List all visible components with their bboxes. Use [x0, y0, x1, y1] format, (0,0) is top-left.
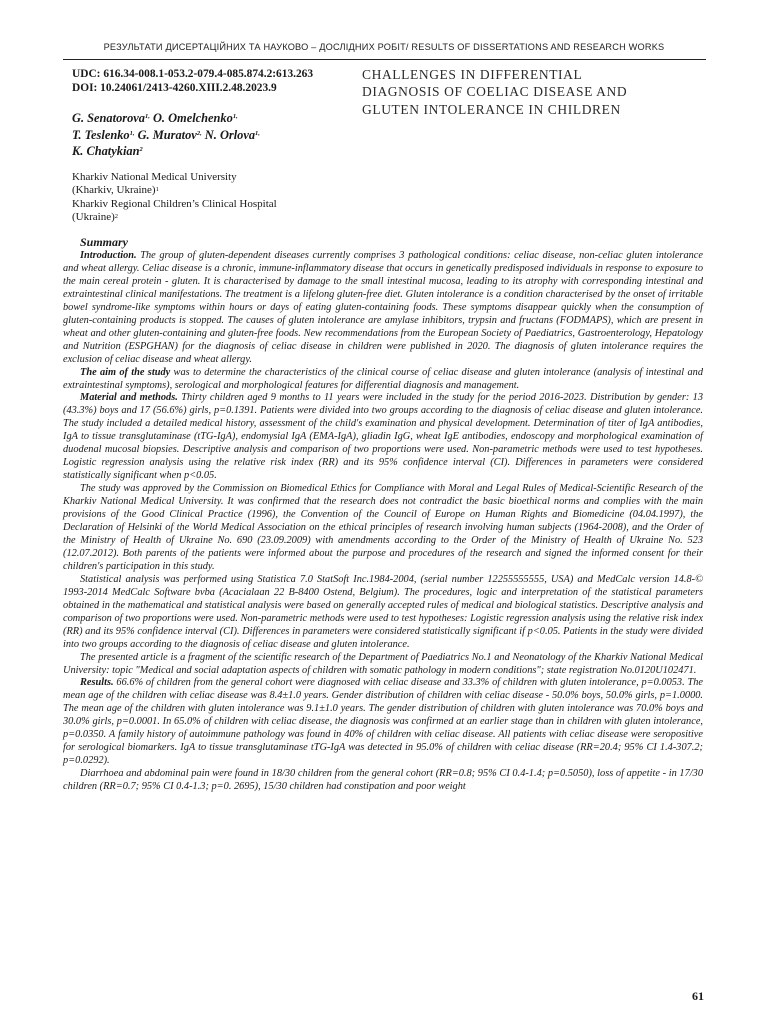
paragraph-text: Thirty children aged 9 months to 11 years were included in the study for the period 2016-2023. Distribution by gender: 13 (43.3%) boys and 17 (56.6%) girls, p=0.1391. Patients were divided into two groups according to the diagnosis of celiac disease and gluten intolerance. The study included a detailed medical history, assessment of the child's examination and physical development. Determination of titer of IgA antibodies, IgA to tissue transglutaminase (tTG-IgA), endomysial IgA (EMA-IgA), gliadin IgG, wheat IgE antibodies, endoscopy and morphological examination of duodenal mucosal biopsies. Descriptive analysis and comparison of two proportions were used. Non-parametric methods were used to test hypotheses. Logistic regression analysis using the relative risk index (RR) and its 95% confidence interval (CI). Differences in parameters were considered statistically significant when p<0.05. [63, 392, 704, 482]
summary-paragraph [63, 677, 703, 768]
doi-code: DOI: 10.24061/2413-4260.XIII.2.48.2023.9 [72, 82, 277, 94]
paragraph-lead: Material and methods. [80, 392, 178, 404]
article-title [362, 66, 702, 118]
affiliation-list [72, 171, 352, 225]
author-name: T. Teslenko [72, 127, 130, 142]
title-line: CHALLENGES IN DIFFERENTIAL [362, 67, 583, 82]
title-line: DIAGNOSIS OF COELIAC DISEASE AND [362, 84, 628, 100]
summary-paragraph [63, 367, 703, 393]
affiliation-location [72, 184, 352, 197]
affiliation-location-text: (Ukraine) [72, 211, 115, 223]
article-meta [72, 67, 352, 224]
article-codes [72, 67, 352, 95]
author-list [72, 110, 352, 160]
udc-code: UDC: 616.34-008.1-053.2-079.4-085.874.2:613.263 [72, 68, 314, 80]
affiliation-mark: 2 [114, 213, 119, 220]
paragraph-text: The group of gluten-dependent diseases currently comprises 3 pathological conditions: celiac disease, non-celiac gluten intolerance and wheat allergy. Celiac disease is a chronic, immune-inflammatory disease that occurs in genetically predisposed individuals in response to exposure to the main cereal protein - gluten. It is characterised by damage to the small intestinal mucosa, leading to its atrophy with corresponding intestinal and extraintestinal clinical manifestations. The treatment is a lifelong gluten-free diet. Gluten intolerance is a condition characterised by the onset of irritable bowel syndrome-like symptoms within hours or days of eating gluten-containing foods. These symptoms disappear quickly when the consumption of gluten-containing products is stopped. The causes of gluten intolerance are amylase inhibitors, trypsin and fructans (FODMAPS), which are present in wheat and other gluten-containing and gluten-free foods. New recommendations from the European Society of Paediatrics, Gastroenterology, Hepatology and Nutrition (ESPGHAN) for the diagnosis of celiac disease in children were published in 2020. The diagnosis of gluten intolerance requires the exclusion of celiac disease and wheat allergy. [63, 250, 703, 365]
paragraph-lead: Introduction. [80, 250, 137, 261]
paragraph-text: The presented article is a fragment of the scientific research of the Department of Paediatrics No.1 and Neonatology of the Kharkiv National Medical University: topic "Medical and social adaptation aspects of children with somatic pathology in modern conditions"; state registration No.0120U102471. [63, 651, 703, 676]
author-name: K. Chatykian [72, 144, 140, 159]
affiliation-mark: 1 [155, 186, 159, 194]
affiliation-location [72, 211, 352, 224]
author-affiliation-mark: 1, [129, 129, 135, 137]
author-affiliation-mark: 1, [255, 129, 260, 137]
summary-body [63, 250, 703, 794]
summary-paragraph [63, 392, 703, 483]
author-affiliation-mark: 1, [144, 113, 150, 120]
summary-section [63, 235, 703, 794]
paragraph-text: Diarrhoea and abdominal pain were found in 18/30 children from the general cohort (RR=0.8; 95% CI 0.4-1.4; p=0.5050), loss of appetite - in 17/30 children (RR=0.7; 95% CI 0.4-1.3; p=0. 2695), 15/30 children had constipation and poor weight [63, 768, 703, 793]
affiliation-institution: Kharkiv Regional Children’s Clinical Hospital [72, 197, 277, 210]
author-affiliation-mark: 1, [232, 113, 238, 120]
summary-heading: Summary [80, 235, 129, 249]
paragraph-text: was to determine the characteristics of the clinical course of celiac disease and gluten intolerance (analysis of intestinal and extraintestinal symptoms), serological and morphological features for differential diagnosis and management. [63, 366, 703, 391]
affiliation-location-text: (Kharkiv, Ukraine) [72, 184, 156, 197]
paragraph-lead: Results. [80, 677, 114, 689]
paragraph-lead: The aim of the study [80, 366, 171, 378]
summary-paragraph [63, 483, 703, 574]
paragraph-text: The study was approved by the Commission on Biomedical Ethics for Compliance with Moral and Legal Rules of Medical-Scientific Research of the Kharkiv National Medical University. It was confirmed that the research does not contradict the basic bioethical norms and complies with the main provisions of the Good Clinical Practice (1996), the Convention of the Council of Europe on Human Rights and Biomedicine (04.04.1997), the Declaration of Helsinki of the World Medical Association on the ethical principles of research involving human subjects (1964-2008), and the Order of the Ministry of Health of Ukraine No. 690 (23.09.2009) with amendments according to the Order of the Ministry of Health of Ukraine No. 523 (12.07.2012). Both parents of the patients were informed about the purpose and procedures of the research and signed the informed consent for their children's participation in this study. [63, 483, 703, 572]
summary-paragraph [63, 574, 703, 652]
author-name: N. Orlova [204, 127, 256, 142]
affiliation-institution: Kharkiv National Medical University [72, 170, 237, 183]
author-name: G. Muratov [137, 127, 197, 142]
author-affiliation-mark: 2, [196, 129, 202, 137]
title-line: GLUTEN INTOLERANCE IN CHILDREN [362, 101, 621, 117]
running-header: РЕЗУЛЬТАТИ ДИСЕРТАЦІЙНИХ ТА НАУКОВО – ДОСЛІДНИХ РОБІТ/ RESULTS OF DISSERTATIONS AND RESEARCH WORKS [103, 42, 665, 52]
author-name: G. Senatorova [72, 111, 145, 125]
author-affiliation-mark: 2 [139, 146, 143, 154]
paragraph-text: 66.6% of children from the general cohort were diagnosed with celiac disease and 33.3% of children with gluten intolerance, p=0.0053. The mean age of the children with celiac disease was 8.4±1.0 years. Gender distribution of children with celiac disease - 50.0% boys, 50.0% girls, p=1.0000. The mean age of the children with gluten intolerance was 9.1±1.0 years. The gender distribution of children with gluten intolerance was 70.0% boys and 30.0% girls, p=0.0001. In 65.0% of children with celiac disease, the diagnosis was confirmed at an earlier stage than in children with gluten intolerance, p=0.0350. A family history of autoimmune pathology was found in 40% of children with celiac disease. All patients with celiac disease were seropositive for serological biomarkers. IgA to tissue transglutaminase tTG-IgA was detected in 95.0% of children with celiac disease (RR=20.4; 95% CI 1.4-307.2; p=0.0292). [63, 677, 703, 767]
summary-paragraph [63, 250, 703, 367]
paragraph-text: Statistical analysis was performed using Statistica 7.0 StatSoft Inc.1984-2004, (serial number 12255555555, USA) and MedCalc version 14.8-© 1993-2014 MedCalc Software bvba (Acacialaan 22 B-8400 Ostend, Belgium). The procedures, logic and interpretation of the statistical parameters obtained in the mathematical and statistical analysis were based on generally accepted rules of medical and biological statistics. Descriptive analysis and comparison of two proportions were used. Non-parametric methods were used to test hypotheses: Logistic regression analysis using the relative risk index (RR) and its 95% confidence interval (CI). Differences in parameters were considered statistically significant if p<0.05. Patients in the study were divided into two groups according to the diagnosis of celiac disease and gluten intolerance. [63, 573, 703, 650]
summary-paragraph [63, 768, 703, 794]
summary-paragraph [63, 652, 703, 678]
header-rule [63, 59, 706, 60]
page-number: 61 [692, 989, 704, 1003]
author-name: O. Omelchenko [152, 111, 233, 125]
